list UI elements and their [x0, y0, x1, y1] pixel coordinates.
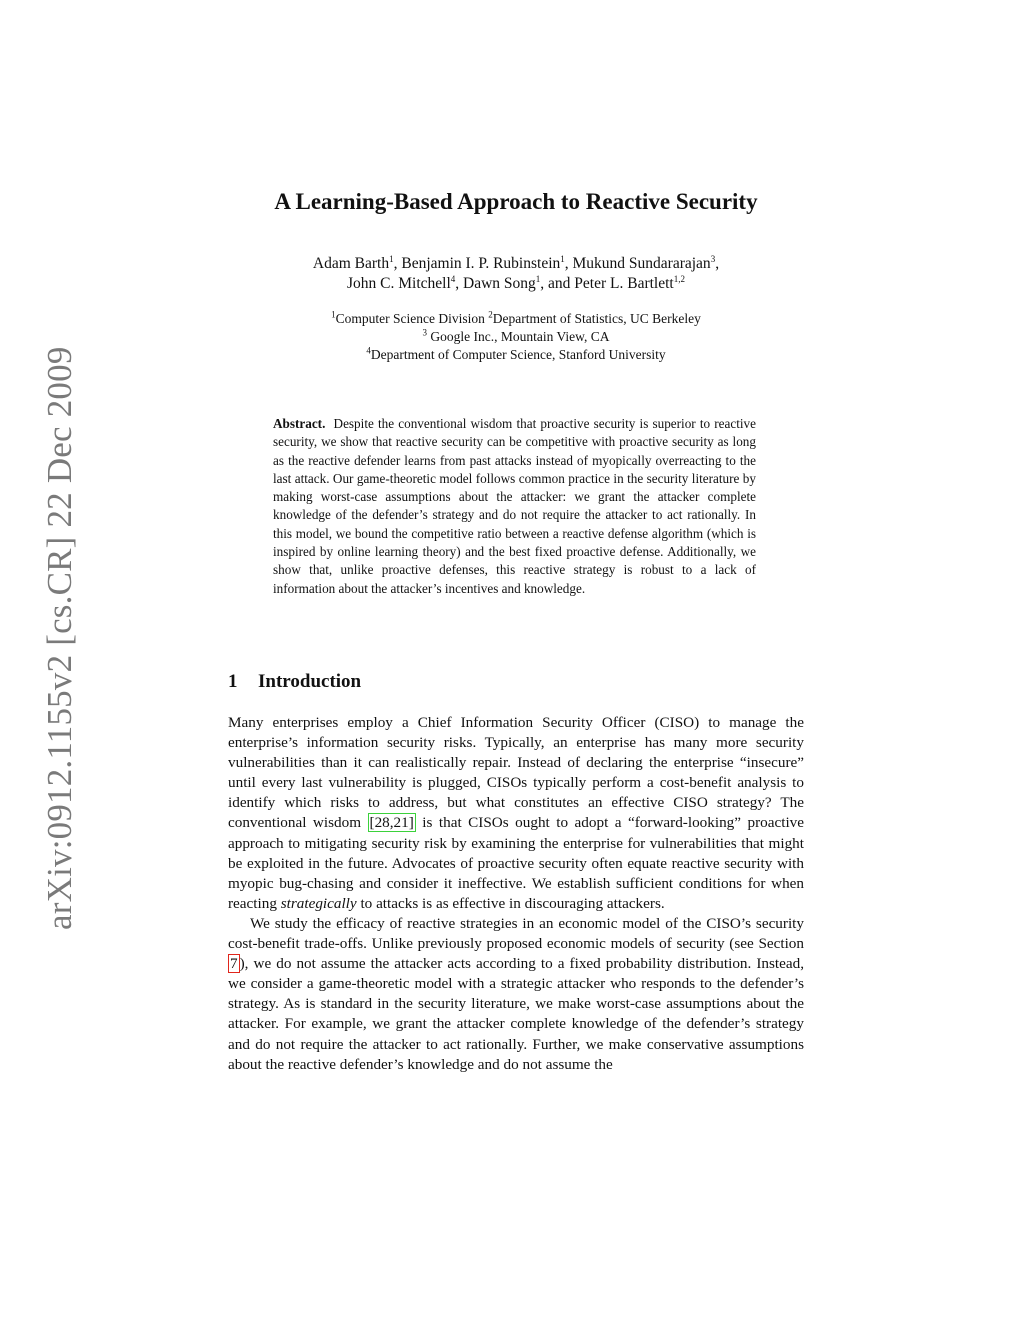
affiliation-number: 4	[366, 345, 371, 356]
affiliation-list	[228, 310, 804, 364]
author-list	[228, 254, 804, 294]
paragraph-text: Many enterprises employ a Chief Information Security Officer (CISO) to manage the enterprise’s information security risks. Typically, an enterprise has many more security vulnerabilities than it can realistically repair. Instead of declaring the enterprise “insecure” until every last vulnerability is plugged, CISOs typically perform a cost-benefit analysis to identify which risks to address, but what constitutes an effective CISO strategy? The conventional wisdom	[228, 714, 804, 832]
author-name: Benjamin I. P. Rubinstein	[401, 255, 561, 272]
paragraph	[228, 914, 804, 1075]
paragraph	[228, 713, 804, 914]
section-number: 1	[228, 671, 238, 692]
author-conjunction: and	[548, 275, 571, 292]
affiliation-text: Department of Computer Science, Stanford University	[370, 347, 666, 362]
abstract-text: Despite the conventional wisdom that proactive security is superior to reactive security, we show that reactive security can be competitive with proactive security as long as the reactive defender learns from past attacks instead of myopically overreacting to the last attack. Our game-theoretic model follows common practice in the security literature by making worst-case assumptions about the attacker: we grant the attacker complete knowledge of the defender’s strategy and do not require the attacker to act rationally. In this model, we bound the competitive ratio between a reactive defense algorithm (which is inspired by online learning theory) and the best fixed proactive defense. Additionally, we show that, unlike proactive defenses, this reactive strategy is robust to a lack of information about the attacker’s incentives and knowledge.	[273, 416, 756, 596]
section-title: Introduction	[258, 671, 362, 692]
author-affiliation-mark: 1	[535, 273, 541, 284]
paper-title: A Learning-Based Approach to Reactive Security	[274, 189, 758, 214]
abstract	[273, 415, 756, 598]
author-line-2: John C. Mitchell$^4$, Dawn Song$^1$, and Peter L. Bartlett$^{1,2}$	[347, 273, 685, 292]
affiliation-number: 1	[331, 309, 336, 320]
emphasis-text: strategically	[280, 894, 357, 912]
affiliation-number: 2	[488, 309, 493, 320]
author-affiliation-mark: 3	[710, 253, 716, 264]
affiliation-line-3	[228, 346, 804, 364]
author-name: Adam Barth	[312, 255, 390, 272]
paragraph-text: ), we do not assume the attacker acts according to a fixed probability distribution. Instead, we consider a game-theoretic model with a strategic attacker who responds to the defender’s strategy. As is standard in the security literature, we make worst-case assumptions about the attacker. For example, we grant the attacker complete knowledge of the defender’s strategy and do not require the attacker to act rationally. Further, we make conservative assumptions about the reactive defender’s knowledge and do not assume the	[228, 955, 804, 1073]
affiliation-line-2	[228, 328, 804, 346]
author-name: John C. Mitchell	[347, 275, 451, 292]
affiliation-text: Google Inc., Mountain View, CA	[426, 329, 610, 344]
affiliation-text: Department of Statistics, UC Berkeley	[492, 311, 701, 326]
affiliation-number: 3	[422, 327, 427, 338]
citation-link[interactable]: [28,21]	[369, 814, 414, 832]
author-name: Peter L. Bartlett	[574, 275, 674, 292]
paragraph-text: to attacks is as effective in discouraging attackers.	[356, 894, 665, 912]
abstract-label: Abstract.	[273, 416, 326, 431]
author-affiliation-mark: 1	[389, 253, 394, 264]
arxiv-identifier: arXiv:0912.1155v2 [cs.CR] 22 Dec 2009	[40, 346, 79, 930]
author-name: Mukund Sundararajan	[572, 255, 711, 272]
author-affiliation-mark: 1	[560, 253, 565, 264]
section-heading	[228, 670, 361, 694]
section-body	[228, 713, 804, 1075]
paragraph-text: We study the efficacy of reactive strategies in an economic model of the CISO’s security cost-benefit trade-offs. Unlike previously proposed economic models of security (see Section	[228, 914, 804, 953]
author-line-1: Adam Barth$^1$, Benjamin I. P. Rubinstein$^1$, Mukund Sundararajan$^3$,	[312, 253, 720, 272]
author-affiliation-mark: 4	[450, 273, 456, 284]
paragraph-text: is that CISOs ought to adopt a “forward-looking” proactive approach to mitigating security risk by examining the enterprise for vulnerabilities that might be exploited in the future. Advocates of proactive security often equate reactive security with myopic bug-chasing and consider it ineffective. We establish sufficient conditions for when reacting	[228, 814, 804, 912]
affiliation-line-1	[228, 310, 804, 328]
section-reference-link[interactable]: 7	[230, 955, 238, 973]
affiliation-text: Computer Science Division	[335, 311, 485, 326]
author-name: Dawn Song	[463, 275, 536, 292]
author-affiliation-mark: 1,2	[673, 273, 685, 284]
